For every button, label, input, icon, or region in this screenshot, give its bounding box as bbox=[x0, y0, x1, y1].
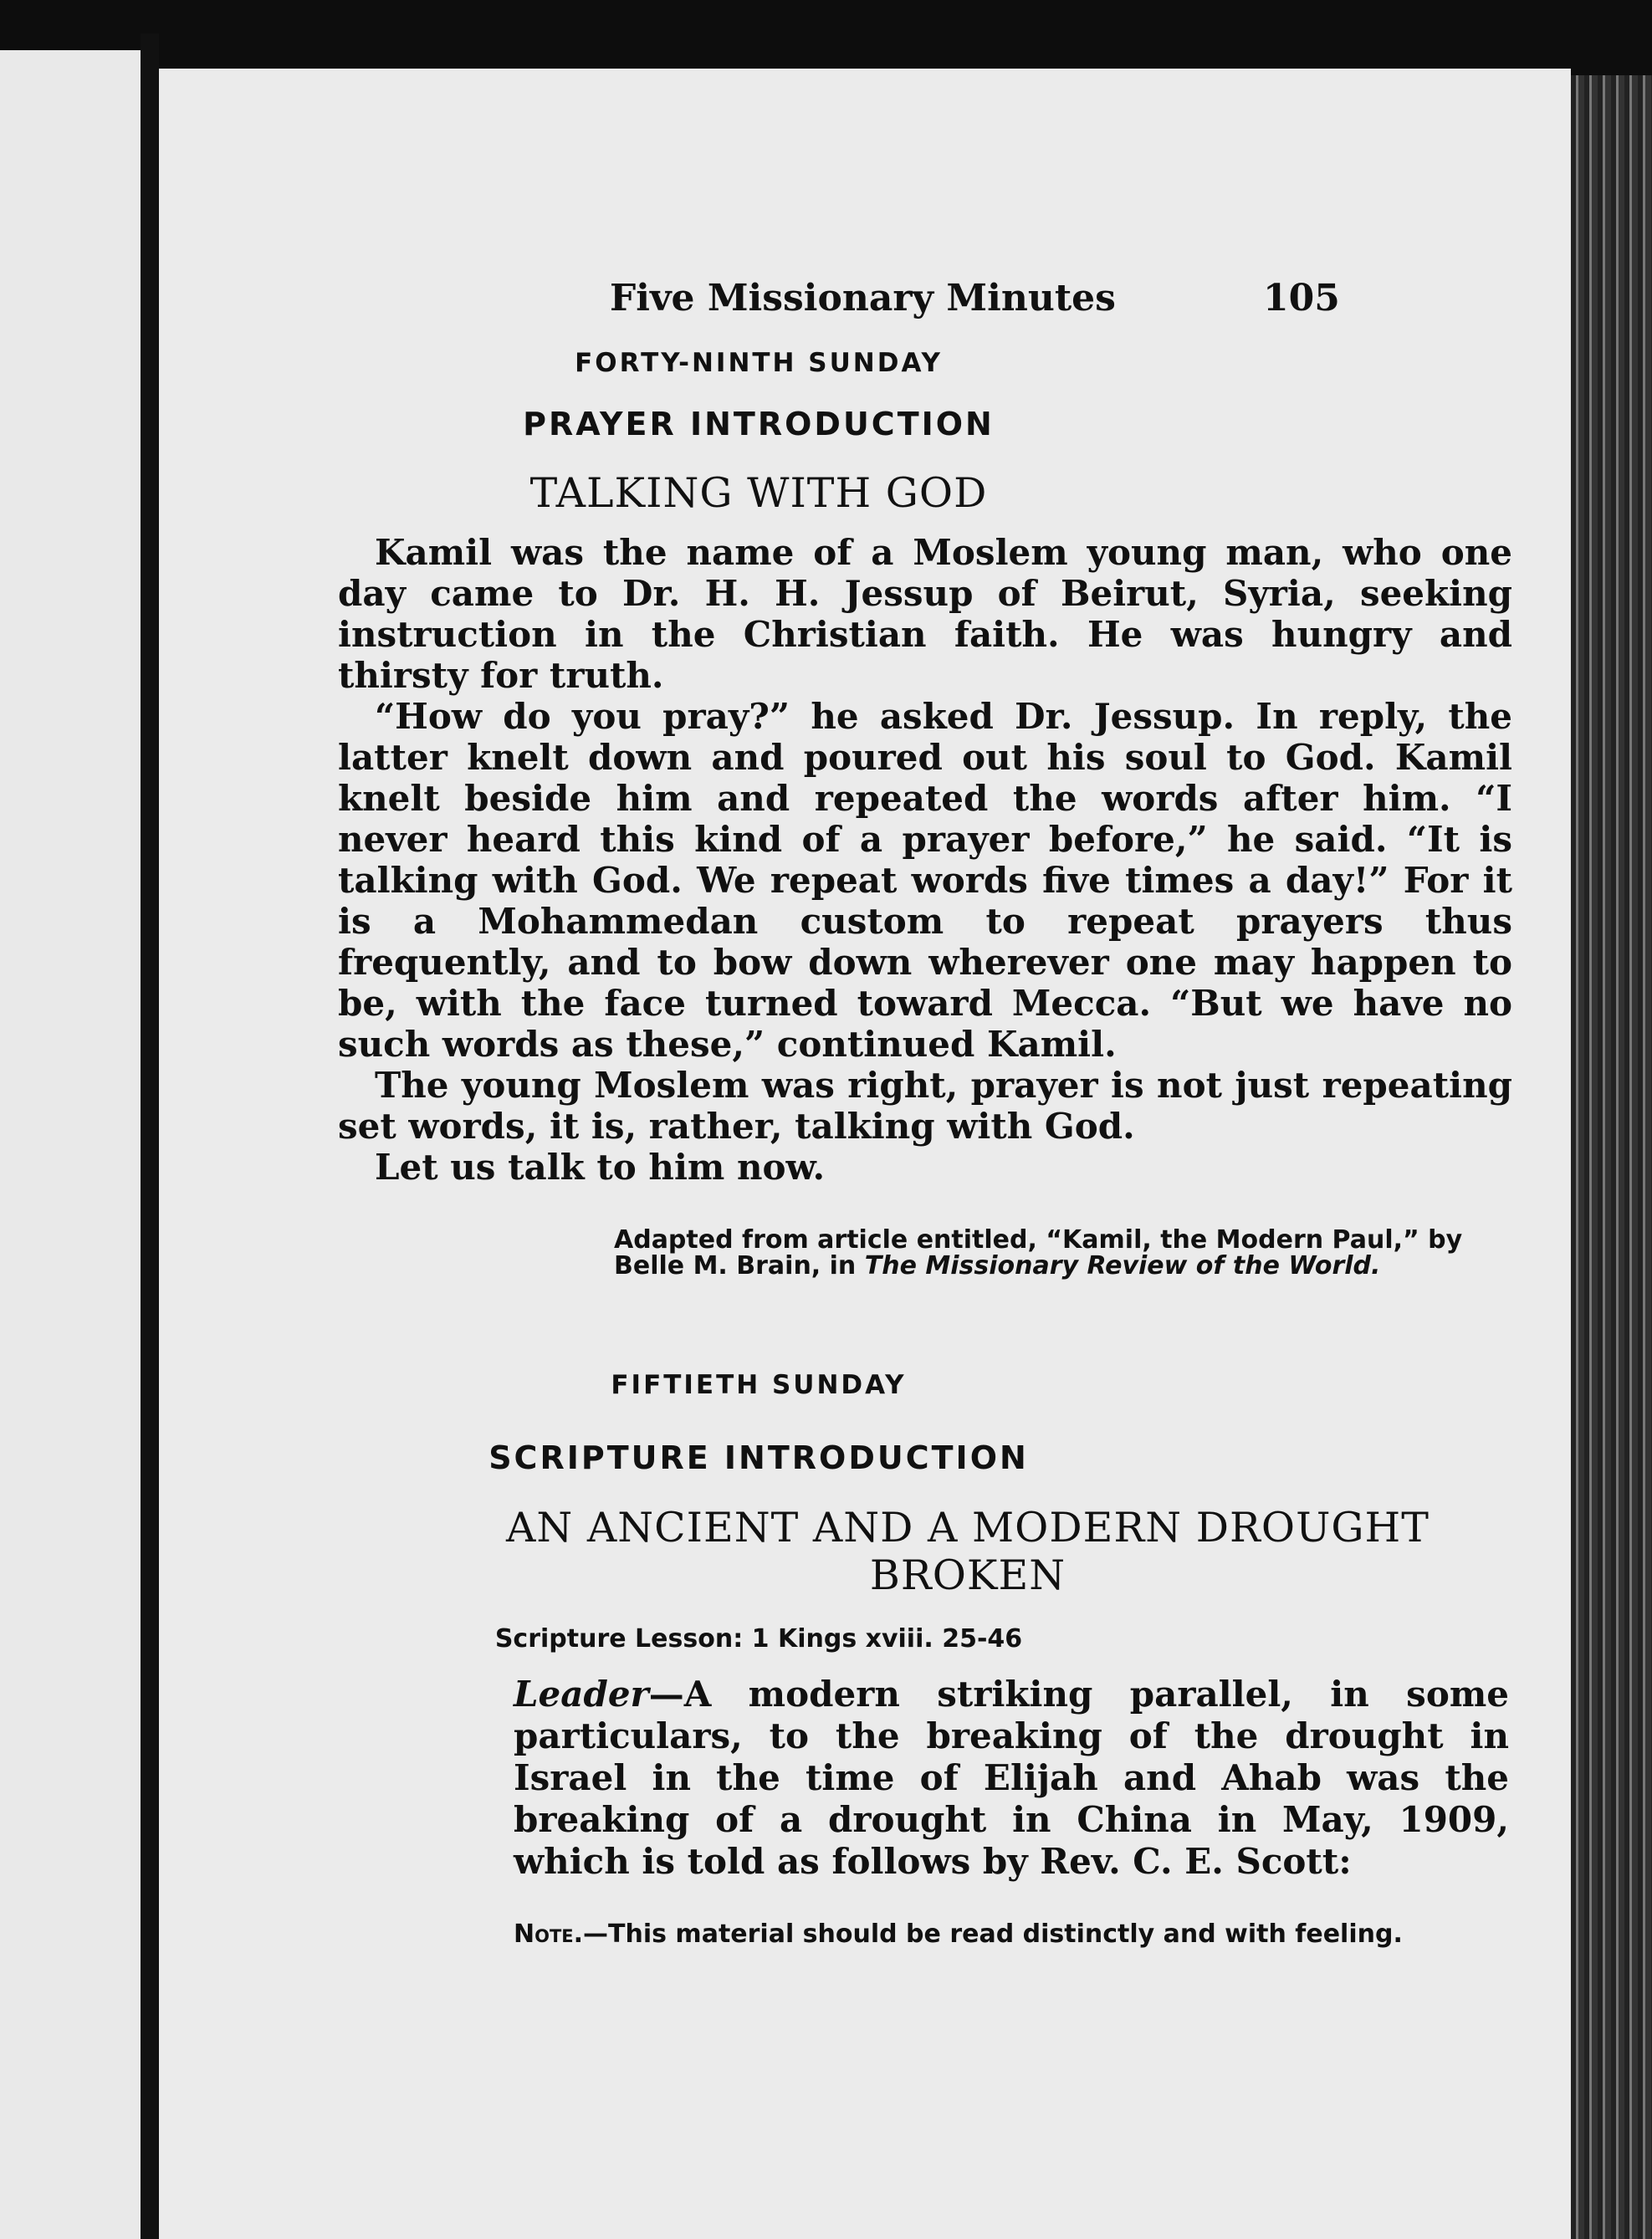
section-two-title: AN ANCIENT AND A MODERN DROUGHT BROKEN bbox=[506, 1504, 1430, 1599]
attribution-source-work: The Missionary Review of the World. bbox=[864, 1251, 1381, 1281]
section-one-title: TALKING WITH GOD bbox=[529, 469, 988, 517]
running-head bbox=[177, 205, 1340, 319]
body-paragraph: Let us talk to him now. bbox=[375, 1147, 826, 1188]
running-title: Five Missionary Minutes bbox=[610, 277, 1116, 319]
section-two-sunday: FIFTIETH SUNDAY bbox=[611, 1370, 907, 1400]
attribution bbox=[614, 1227, 1509, 1279]
section-two-label: SCRIPTURE INTRODUCTION bbox=[488, 1439, 1029, 1476]
section-one-body bbox=[338, 532, 1512, 1188]
leader-text: —A modern striking parallel, in some particulars, to the breaking of the drought in Israel in the time of Elijah and Ahab was the breaking of a drought in China in May, 1909, which is told as follows by Rev. C. E. Scott: bbox=[514, 1674, 1509, 1882]
page-number: 105 bbox=[1263, 277, 1340, 319]
page-stack-edge bbox=[1571, 75, 1652, 2239]
body-paragraph: The young Moslem was right, prayer is not just repeating set words, it is, rather, talking with God. bbox=[338, 1065, 1512, 1147]
leader-reading bbox=[514, 1674, 1509, 1883]
page-content bbox=[177, 205, 1512, 1949]
section-one-sunday: FORTY-NINTH SUNDAY bbox=[575, 348, 943, 378]
book-gutter bbox=[141, 33, 159, 2239]
scripture-lesson: Scripture Lesson: 1 Kings xviii. 25-46 bbox=[494, 1624, 1023, 1654]
section-one-label: PRAYER INTRODUCTION bbox=[523, 406, 995, 442]
note-text: —This material should be read distinctly and with feeling. bbox=[583, 1920, 1403, 1949]
leader-speaker: Leader bbox=[514, 1674, 649, 1715]
body-paragraph: Kamil was the name of a Moslem young man, who one day came to Dr. H. H. Jessup of Beirut, Syria, seeking instruction in the Christian faith. He was hungry and thirsty for truth. bbox=[338, 532, 1512, 696]
note-label: Note. bbox=[514, 1920, 584, 1949]
body-paragraph: “How do you pray?” he asked Dr. Jessup. In reply, the latter knelt down and poured out his soul to God. Kamil knelt beside him and repeated the words after him. “I never heard this kind of a prayer before,” he said. “It is talking with God. We repeat words five times a day!” For it is a Mohammedan custom to repeat prayers thus frequently, and to bow down wherever one may happen to be, with the face turned toward Mecca. “But we have no such words as these,” continued Kamil. bbox=[338, 696, 1512, 1065]
reading-note bbox=[514, 1921, 1509, 1947]
facing-page-edge bbox=[0, 50, 141, 2239]
attribution-text: Adapted from article entitled, “Kamil, the Modern Paul,” by Belle M. Brain, in bbox=[614, 1225, 1463, 1281]
